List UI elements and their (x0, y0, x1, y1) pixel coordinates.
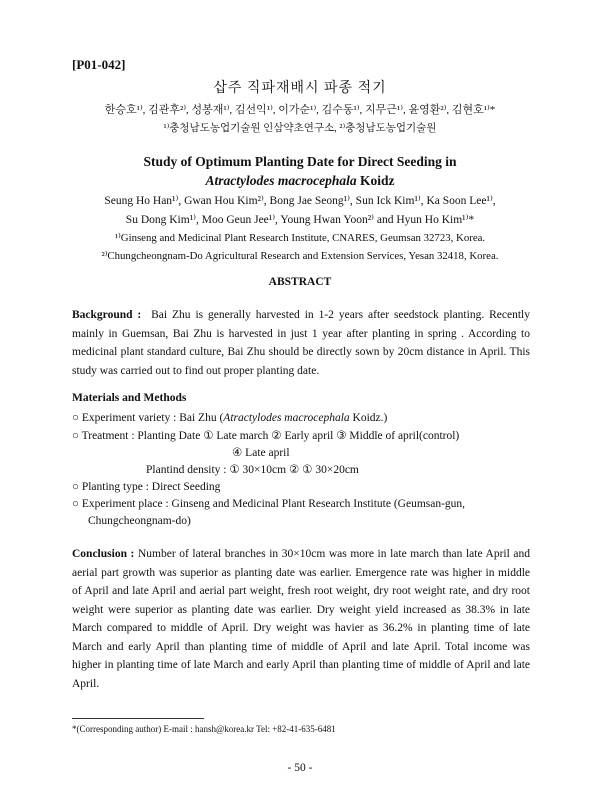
variety-species: Atractylodes macrocephala (223, 412, 350, 424)
methods-treatment-cont: ④ Late april (232, 447, 290, 459)
methods-planting-type: ○ Planting type : Direct Seeding (72, 481, 221, 493)
conclusion-text: Number of lateral branches in 30×10cm was more in late march than late April and aerial part growth was superior as planting date was earlier. Emergence rate was higher in middle of April and late April and aerial part weight, fresh root weight, dry root weight rate, and dry root weight were superior as planting date was earlier. Dry weight yield increased as 38.3% in late March compared to middle of April. Dry weight was havier as 36.2% in planting time of late March and early April than planting time of middle of April and late April. Total income was higher in planting time of late March and early April than planting time of middle of April and late April. (72, 548, 530, 690)
footnote-divider (72, 718, 204, 719)
title-species: Atractylodes macrocephala (205, 173, 357, 188)
background-text: Bai Zhu is generally harvested in 1-2 years after seedstock planting. Recently mainly in Guemsan, Bai Zhu is harvested in just 1 year after planting in spring . According to medicinal plant standard culture, Bai Zhu should be directly sown by 20cm distance in April. This study was carried out to find out proper planting date. (72, 309, 530, 377)
korean-affiliation: ¹⁾충청남도농업기술원 인삼약초연구소, ²⁾충청남도농업기술원 (163, 123, 437, 134)
methods-density: Plantind density : ① 30×10cm ② ① 30×20cm (146, 464, 359, 476)
english-authors-line2: Su Dong Kim¹⁾, Moo Geun Jee¹⁾, Young Hwan Yoon²⁾ and Hyun Ho Kim¹⁾* (125, 214, 475, 226)
variety-suffix: Koidz.) (349, 412, 388, 424)
korean-authors: 한승호¹⁾, 김관후²⁾, 성봉재¹⁾, 김선익¹⁾, 이가순¹⁾, 김수동¹⁾, 지무근¹⁾, 윤영환²⁾, 김현호¹⁾* (104, 104, 496, 116)
korean-title: 삽주 직파재배시 파종 적기 (213, 81, 387, 96)
english-title-line2 (0, 171, 600, 190)
variety-prefix: ○ Experiment variety : Bai Zhu ( (72, 412, 224, 424)
methods-variety (72, 409, 542, 427)
abstract-heading: ABSTRACT (268, 276, 332, 288)
english-title-line1: Study of Optimum Planting Date for Direct Seeding in (143, 154, 457, 169)
english-authors-line1: Seung Ho Han¹⁾, Gwan Hou Kim²⁾, Bong Jae Seong¹⁾, Sun Ick Kim¹⁾, Ka Soon Lee¹⁾, (104, 195, 496, 207)
english-title (0, 152, 600, 190)
english-authors (0, 192, 600, 230)
methods-treatment: ○ Treatment : Planting Date ① Late march ② Early april ③ Middle of april(control) (72, 430, 460, 442)
title-species-author: Koidz (356, 173, 395, 188)
methods-heading: Materials and Methods (72, 392, 187, 404)
background-paragraph (72, 306, 530, 380)
paper-code: [P01-042] (72, 57, 126, 72)
english-affiliation-2: ²⁾Chungcheongnam-Do Agricultural Research and Extension Services, Yesan 32418, Korea. (101, 250, 499, 262)
english-affiliation-1: ¹⁾Ginseng and Medicinal Plant Research Institute, CNARES, Geumsan 32723, Korea. (114, 232, 486, 244)
footnote: *(Corresponding author) E-mail : hansh@korea.kr Tel: +82-41-635-6481 (72, 724, 336, 734)
conclusion-label: Conclusion : (72, 548, 135, 560)
background-label: Background : (72, 309, 142, 321)
conclusion-paragraph (72, 545, 530, 693)
page-number: - 50 - (287, 762, 313, 774)
english-affiliations (0, 229, 600, 265)
methods-place-cont: Chungcheongnam-do) (88, 515, 191, 527)
methods-place: ○ Experiment place : Ginseng and Medicinal Plant Research Institute (Geumsan-gun, (72, 498, 466, 510)
